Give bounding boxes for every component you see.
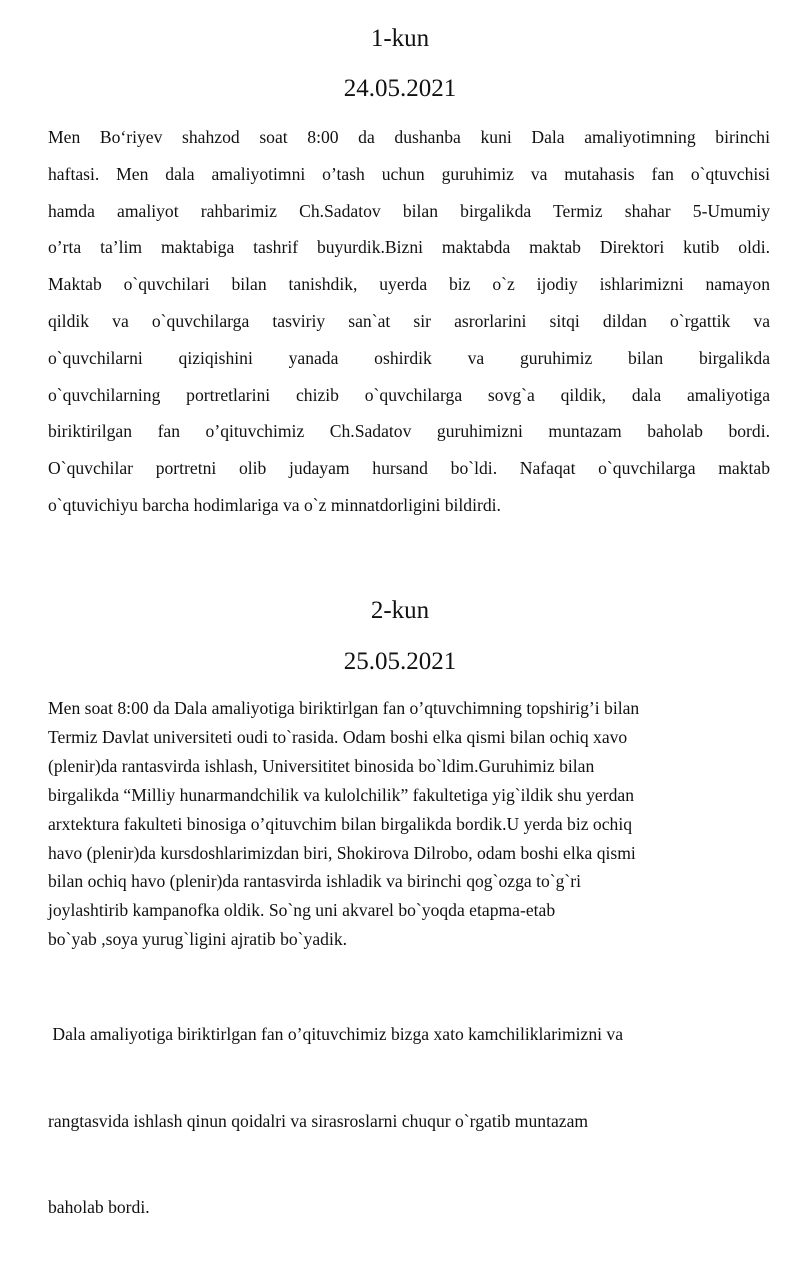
text-line: rangtasvida ishlash qinun qoidalri va sirasroslarni chuqur o`rgatib muntazam: [48, 1110, 589, 1131]
day1-date: 24.05.2021: [343, 75, 457, 102]
day2-date: 25.05.2021: [343, 648, 457, 675]
text-line: bo`yab ,soya yurug`ligini ajratib bo`yadik.: [48, 929, 348, 950]
day1-title: 1-kun: [370, 25, 430, 52]
text-line: baholab bordi.: [48, 1197, 150, 1218]
day1-paragraph: [48, 119, 770, 524]
day2-closing-paragraph: [48, 962, 770, 1280]
text-line: (plenir)da rantasvirda ishlash, Universititet binosida bo`ldim.Guruhimiz bilan: [48, 755, 595, 776]
text-line: Dala amaliyotiga biriktirlgan fan o’qituvchimiz bizga xato kamchiliklarimizni va: [48, 1023, 624, 1044]
text-line: arxtektura fakulteti binosiga o’qituvchim bilan birgalikda bordik.U yerda biz ochiq: [48, 813, 633, 834]
text-line: birgalikda “Milliy hunarmandchilik va kulolchilik” fakultetiga yig`ildik shu yerdan: [48, 784, 634, 805]
text-line: qildik va o`quvchilarga tasviriy san`at sir asrorlarini sitqi dildan o`rgattik va: [48, 310, 770, 331]
text-line: biriktirilgan fan o’qituvchimiz Ch.Sadatov guruhimizni muntazam baholab bordi.: [48, 421, 770, 442]
text-line: Termiz Davlat universiteti oudi to`rasida. Odam boshi elka qismi bilan ochiq xavo: [48, 726, 628, 747]
text-line: bilan ochiq havo (plenir)da rantasvirda ishladik va birinchi qog`ozga to`g`ri: [48, 871, 582, 892]
text-line: o’rta ta’lim maktabiga tashrif buyurdik.Bizni maktabda maktab Direktori kutib oldi.: [48, 237, 770, 258]
text-line: o`qtuvichiyu barcha hodimlariga va o`z minnatdorligini bildirdi.: [48, 494, 501, 515]
text-line: Men Bo‘riyev shahzod soat 8:00 da dushanba kuni Dala amaliyotimning birinchi: [48, 127, 770, 147]
text-line: havo (plenir)da kursdoshlarimizdan biri, Shokirova Dilrobo, odam boshi elka qismi: [48, 842, 636, 863]
day2-paragraph: [48, 694, 770, 954]
text-line: joylashtirib kampanofka oldik. So`ng uni akvarel bo`yoqda etapma-etab: [48, 900, 556, 921]
text-line: hamda amaliyot rahbarimiz Ch.Sadatov bilan birgalikda Termiz shahar 5-Umumiy: [48, 200, 770, 221]
day2-title: 2-kun: [370, 597, 430, 624]
text-line: Men soat 8:00 da Dala amaliyotiga biriktirlgan fan o’qtuvchimning topshirig’i bilan: [48, 698, 640, 718]
text-line: Maktab o`quvchilari bilan tanishdik, uyerda biz o`z ijodiy ishlarimizni namayon: [48, 274, 770, 295]
text-line: O`quvchilar portretni olib judayam hursand bo`ldi. Nafaqat o`quvchilarga maktab: [48, 458, 770, 479]
text-line: haftasi. Men dala amaliyotimni o’tash uchun guruhimiz va mutahasis fan o`qtuvchisi: [48, 163, 770, 184]
text-line: o`quvchilarning portretlarini chizib o`quvchilarga sovg`a qildik, dala amaliyotiga: [48, 384, 770, 405]
text-line: o`quvchilarni qiziqishini yanada oshirdik va guruhimiz bilan birgalikda: [48, 347, 770, 368]
